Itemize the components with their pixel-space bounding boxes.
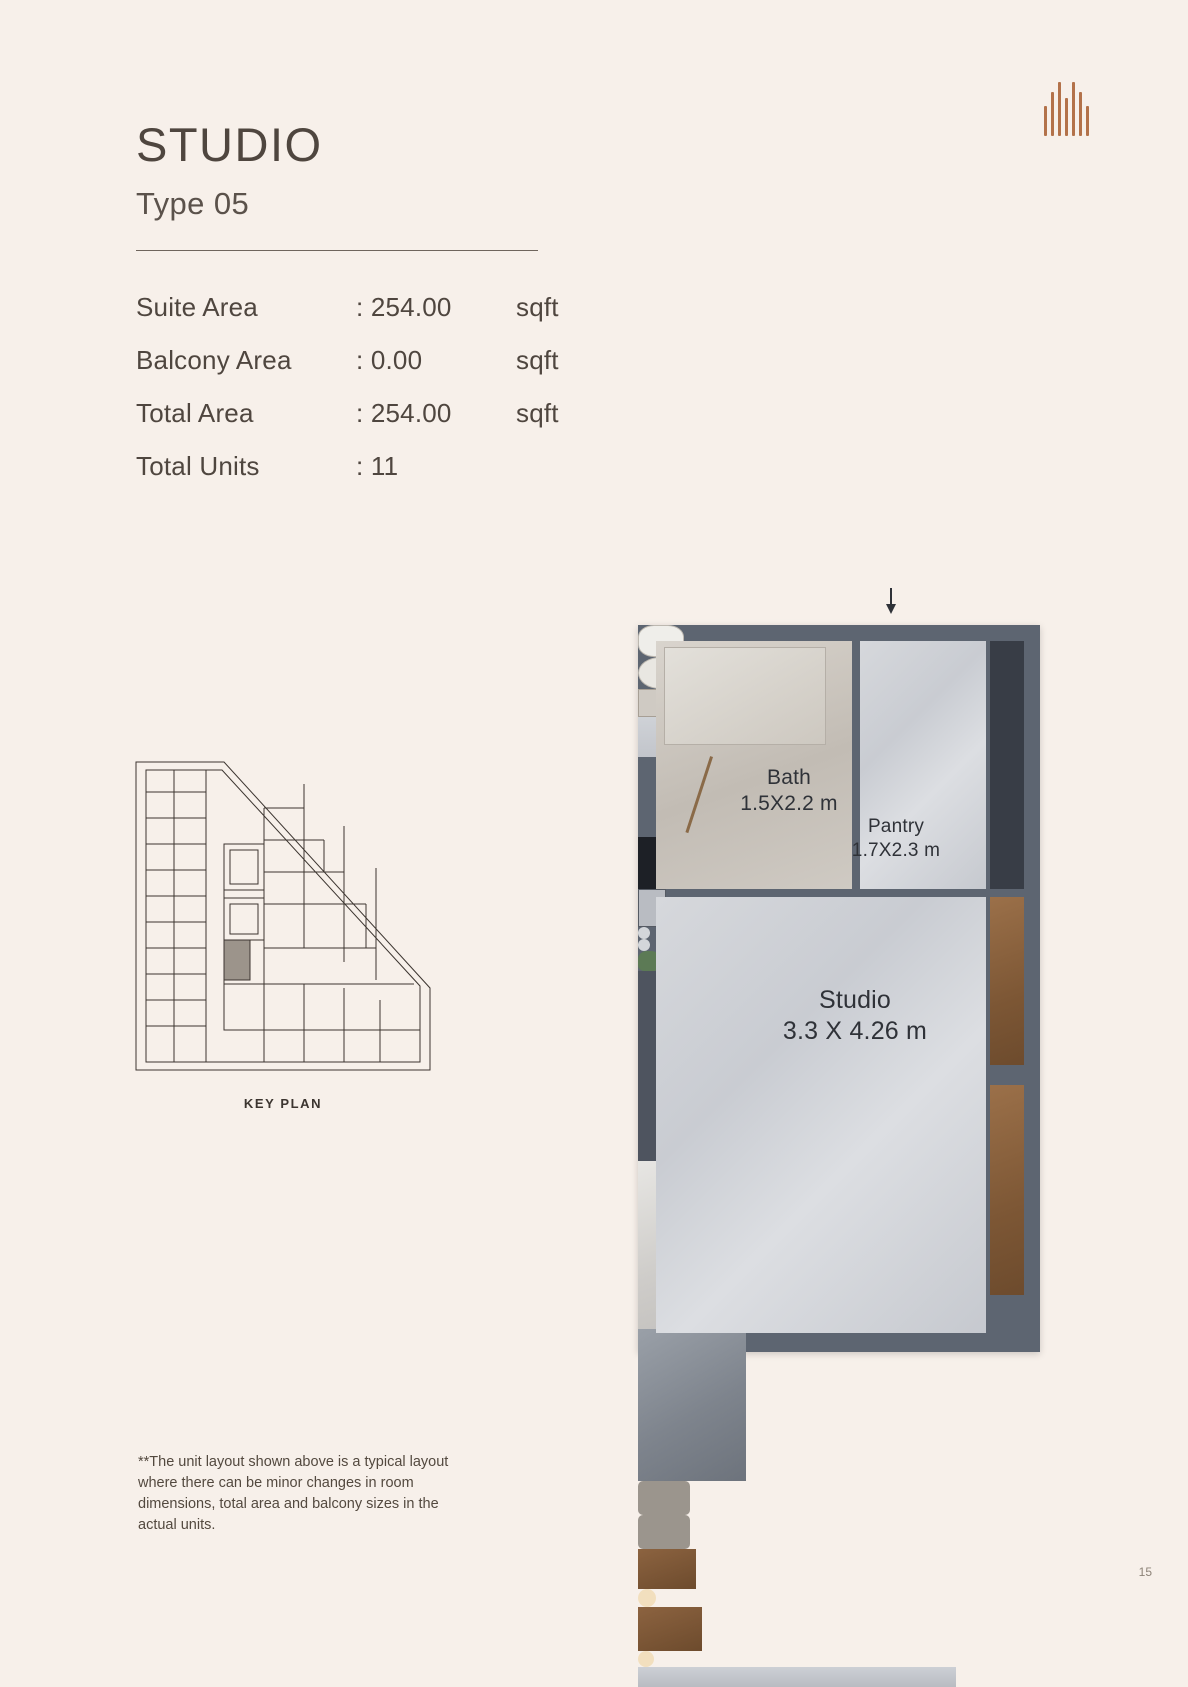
spec-value: : 254.00 xyxy=(356,292,452,322)
table-row xyxy=(136,398,606,451)
page-number: 15 xyxy=(1138,1565,1152,1579)
room-label-studio xyxy=(730,985,980,1048)
title-divider xyxy=(136,250,538,251)
spec-label: Suite Area xyxy=(136,292,258,322)
entry-arrow-icon xyxy=(881,588,901,614)
page-subtitle: Type 05 xyxy=(136,186,250,222)
hob-burner-icon xyxy=(638,927,650,939)
room-name: Bath xyxy=(767,766,811,789)
table-row xyxy=(136,345,606,398)
room-dimension: 1.7X2.3 m xyxy=(851,839,941,861)
specification-table xyxy=(136,292,606,504)
room-dimension: 1.5X2.2 m xyxy=(740,792,838,816)
table-row xyxy=(136,292,606,345)
key-plan-highlight xyxy=(224,940,250,980)
lamp-icon xyxy=(638,1651,654,1667)
spec-unit: sqft xyxy=(516,345,559,375)
page-title: STUDIO xyxy=(136,118,323,171)
spec-label: Total Units xyxy=(136,451,260,481)
brand-mark xyxy=(1044,78,1100,136)
floor-plan xyxy=(638,588,1040,1358)
footnote: **The unit layout shown above is a typical layout where there can be minor changes in room dimensions, total area and balcony sizes in the actual units. xyxy=(138,1454,449,1534)
room-label-pantry xyxy=(816,815,976,863)
spec-value: : 11 xyxy=(356,451,399,481)
window-sill xyxy=(638,1667,956,1687)
wardrobe xyxy=(990,897,1024,1065)
shower-area xyxy=(664,647,826,745)
bed-throw xyxy=(638,1329,746,1481)
kitchen-counter xyxy=(990,641,1024,889)
spec-unit xyxy=(516,451,606,504)
room-label-bath xyxy=(694,765,884,818)
console-unit xyxy=(990,1085,1024,1295)
spec-value: : 254.00 xyxy=(356,398,452,428)
key-plan-caption: KEY PLAN xyxy=(243,1096,323,1111)
key-plan-diagram xyxy=(128,748,438,1078)
room-dimension: 3.3 X 4.26 m xyxy=(782,1017,928,1046)
title-block xyxy=(136,118,556,251)
floor-plan-render xyxy=(638,625,1040,1352)
side-table xyxy=(638,1549,696,1589)
spec-unit: sqft xyxy=(516,292,559,322)
spec-label: Balcony Area xyxy=(136,345,292,375)
lamp-icon xyxy=(638,1589,656,1607)
table-row xyxy=(136,451,606,504)
room-name: Studio xyxy=(818,986,892,1014)
pillow xyxy=(638,1515,690,1549)
spec-label: Total Area xyxy=(136,398,254,428)
side-table xyxy=(638,1607,702,1651)
spec-value: : 0.00 xyxy=(356,345,423,375)
room-name: Pantry xyxy=(867,816,925,837)
pillow xyxy=(638,1481,690,1515)
room-studio xyxy=(656,897,986,1333)
spec-unit: sqft xyxy=(516,398,559,428)
key-plan xyxy=(128,748,458,1111)
hob-burner-icon xyxy=(638,939,650,951)
